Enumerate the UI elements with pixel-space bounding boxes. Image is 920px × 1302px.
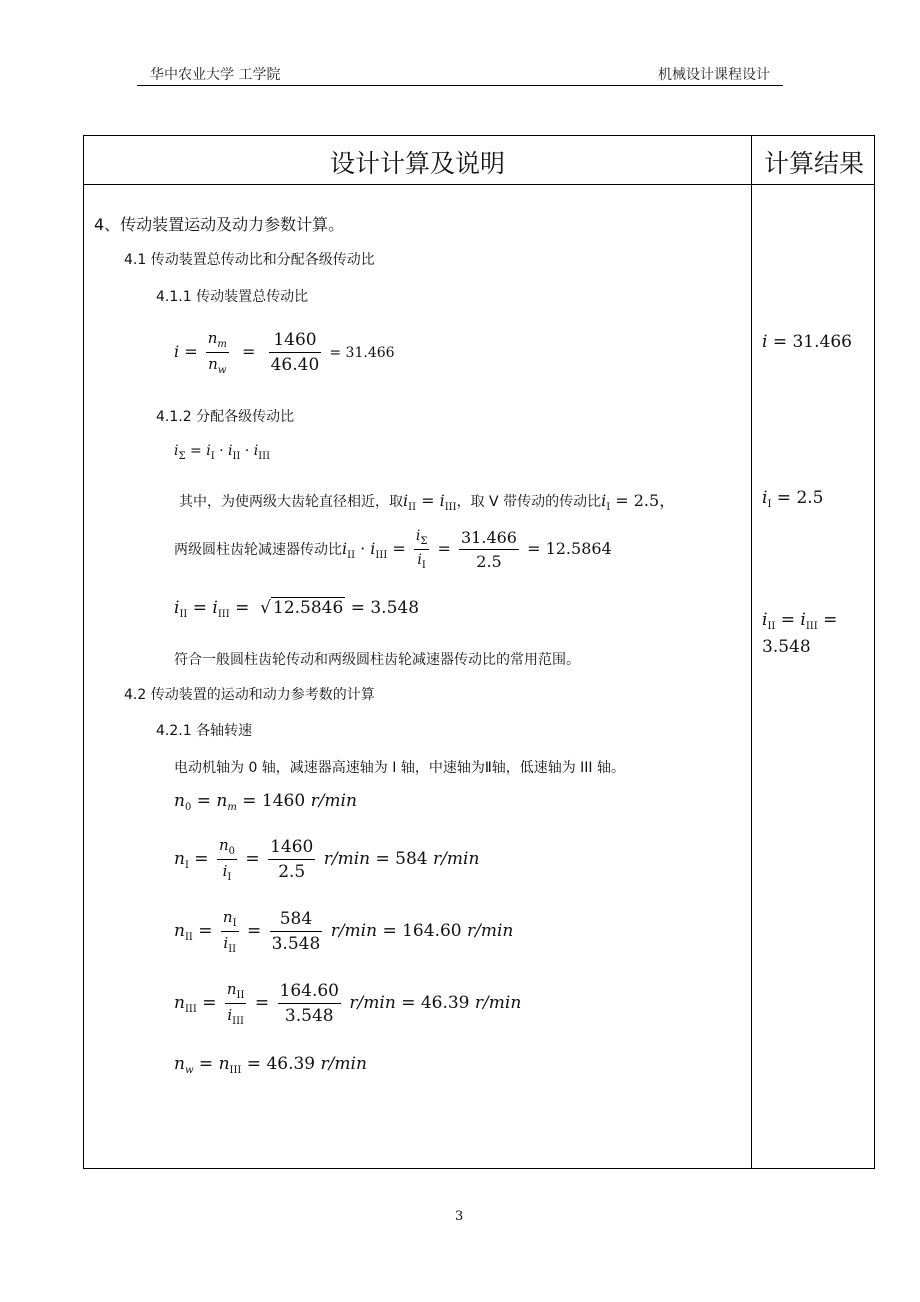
formula-n2: $n_{II}$ = $\frac{n_I}{i_{II}}$ = $\frac{584}{3.548}$ r/min = 164.60 r/min [174,908,514,955]
formula-n0: $n_0 = n_m = 1460$ r/min [174,791,357,813]
result-gear-ratios: $i_{II} = i_{III}$ = [762,610,838,632]
formula-total-ratio: i = $\frac{n_m}{n_w}$ = $\frac{1460}{46.40}$ = 31.466 [174,329,395,376]
shaft-description: 电动机轴为 0 轴，减速器高速轴为 I 轴，中速轴为Ⅱ轴，低速轴为 III 轴。 [174,760,626,776]
ratio-conclusion: 符合一般圆柱齿轮传动和两级圆柱齿轮减速器传动比的常用范围。 [174,652,580,668]
page-number: 3 [455,1209,464,1224]
ratio-selection-line: 其中，为使两级大齿轮直径相近，取$i_{II} = i_{III}$，取 V 带传动的传动比$i_I = 2.5$， [179,491,676,513]
section-4-2-1-title: 4.2.1 各轴转速 [156,723,253,739]
result-gear-ratio-value: 3.548 [762,637,811,657]
formula-n3: $n_{III}$ = $\frac{n_{II}}{i_{III}}$ = $\frac{164.60}{3.548}$ r/min = 46.39 r/min [174,980,522,1027]
section-4-1-title: 4.1 传动装置总传动比和分配各级传动比 [124,252,375,268]
formula-n1: $n_I$ = $\frac{n_0}{i_I}$ = $\frac{1460}{2.5}$ r/min = 584 r/min [174,836,480,883]
formula-nw: $n_w = n_{III} = 46.39$ r/min [174,1054,367,1076]
section-4-2-title: 4.2 传动装置的运动和动力参考数的计算 [124,687,375,703]
calc-table [83,135,875,1169]
column-header-main: 设计计算及说明 [329,149,505,178]
formula-reducer-ratio: 两级圆柱齿轮减速器传动比$i_{II} \cdot i_{III}$ = $\frac{i_\Sigma}{i_I}$ = $\frac{31.466}{2.5}$ = 12.5864 [174,528,612,571]
section-4-title: 4、传动装置运动及动力参数计算。 [94,215,345,234]
formula-sqrt-ratio: $i_{II} = i_{III}$ = √ 12.5846 = 3.548 [174,598,420,620]
header-rule [137,85,783,86]
result-belt-ratio: $i_I = 2.5$ [762,488,824,510]
header-row-divider [84,184,874,185]
header-left: 华中农业大学 工学院 [150,67,281,83]
formula-ratio-product: $i_\Sigma = i_I \cdot i_{II} \cdot i_{III}$ [174,443,271,462]
result-total-ratio: i = 31.466 [762,332,852,352]
section-4-1-1-title: 4.1.1 传动装置总传动比 [156,289,309,305]
section-4-1-2-title: 4.1.2 分配各级传动比 [156,409,295,425]
column-header-result: 计算结果 [763,149,864,178]
column-divider [751,136,752,1168]
header-right: 机械设计课程设计 [658,67,770,83]
